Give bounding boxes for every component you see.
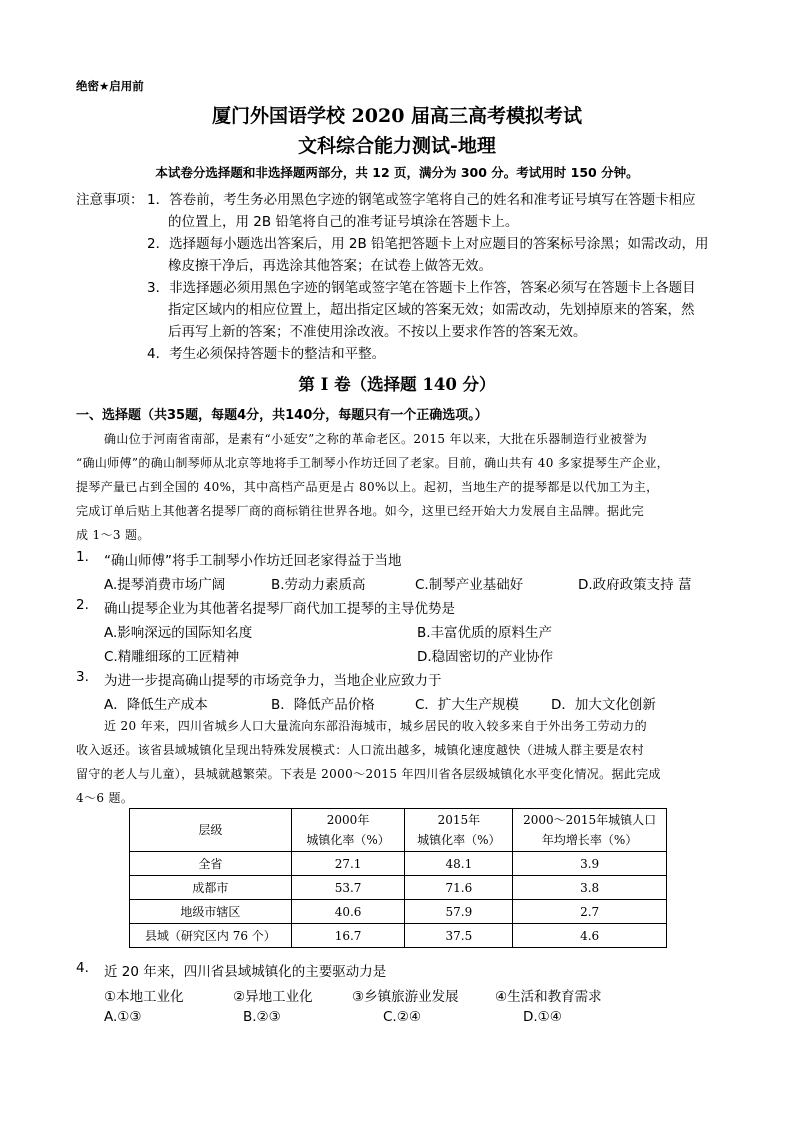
table-cell: 27.1 [291, 852, 405, 876]
table-cell: 37.5 [405, 924, 513, 948]
table-row [130, 852, 667, 876]
question-number: 1. [76, 549, 89, 565]
table-header-cell: 2015年 城镇化率（%） [405, 809, 513, 852]
option-c: C.制琴产业基础好 [415, 577, 524, 593]
question-stem: 确山提琴企业为其他著名提琴厂商代加工提琴的主导优势是 [104, 601, 455, 617]
table-cell: 县域（研究区内 76 个） [130, 924, 292, 948]
exam-title: 厦门外国语学校 2020 届高三高考模拟考试 [211, 105, 583, 127]
option-d: D.①④ [523, 1009, 562, 1025]
option-b: B.丰富优质的原料生产 [417, 625, 553, 641]
option-c: C．扩大生产规模 [415, 697, 519, 713]
option-d: D．加大文化创新 [551, 697, 656, 713]
option-d: D.政府政策支持 [578, 577, 674, 593]
table-cell: 48.1 [405, 852, 513, 876]
note-line: 后再写上新的答案；不准使用涂改液。不按以上要求作答的答案无效。 [168, 324, 587, 340]
passage-line: “确山师傅”的确山制琴师从北京等地将手工制琴小作坊迁回了老家。目前，确山共有 40 多家提琴生产企业， [76, 456, 670, 470]
question-number: 4. [76, 960, 89, 976]
exam-intro: 本试卷分选择题和非选择题两部分，共 12 页，满分为 300 分。考试用时 150 分钟。 [155, 165, 639, 180]
table-header-cell: 2000～2015年城镇人口 年均增长率（%） [513, 809, 667, 852]
table-cell: 3.8 [513, 876, 667, 900]
table-row [130, 924, 667, 948]
exam-subtitle: 文科综合能力测试-地理 [298, 135, 496, 157]
passage-line: 收入返还。该省县域城镇化呈现出特殊发展模式：人口流出越多，城镇化速度越快（进城人群主要是农村 [76, 743, 645, 757]
passage-line: 提琴产量已占到全国的 40%，其中高档产品更是占 80%以上。起初，当地生产的提琴都是以代加工为主， [76, 480, 659, 494]
table-cell: 53.7 [291, 876, 405, 900]
question-number: 2. [76, 597, 89, 613]
note-line: 橡皮擦干净后，再选涂其他答案；在试卷上做答无效。 [168, 258, 492, 274]
section-title: 一、选择题（共35题，每题4分，共140分，每题只有一个正确选项。） [76, 408, 488, 423]
option-b: B．降低产品价格 [271, 697, 375, 713]
table-cell: 40.6 [291, 900, 405, 924]
urbanization-table [129, 808, 667, 948]
option-c: C.②④ [383, 1009, 421, 1025]
passage-line: 4～6 题。 [76, 791, 134, 805]
option-b: B.②③ [243, 1009, 281, 1025]
table-cell: 4.6 [513, 924, 667, 948]
table-cell: 16.7 [291, 924, 405, 948]
table-cell: 全省 [130, 852, 292, 876]
table-header-row [130, 809, 667, 852]
statement-item: ④生活和教育需求 [495, 989, 602, 1005]
confidential-label: 绝密★启用前 [76, 79, 144, 93]
table-header-cell: 层级 [130, 809, 292, 852]
passage-line: 确山位于河南省南部，是素有“小延安”之称的革命老区。2015 年以来，大批在乐器制造行业被誉为 [104, 432, 648, 446]
passage-line: 完成订单后贴上其他著名提琴厂商的商标销往世界各地。如今，这里已经开始大力发展自主品牌。据此完 [76, 504, 645, 518]
table-cell: 2.7 [513, 900, 667, 924]
note-line: 3．非选择题必须用黑色字迹的钢笔或签字笔在答题卡上作答，答案必须写在答题卡上各题目 [147, 280, 696, 296]
table-cell: 71.6 [405, 876, 513, 900]
option-b: B.劳动力素质高 [271, 577, 366, 593]
option-c: C.精雕细琢的工匠精神 [104, 649, 240, 665]
table-cell: 3.9 [513, 852, 667, 876]
option-a: A．降低生产成本 [104, 697, 208, 713]
answer-blank-mark: 葍 [678, 577, 692, 593]
statement-item: ①本地工业化 [104, 989, 184, 1005]
note-line: 4．考生必须保持答题卡的整洁和平整。 [147, 346, 386, 362]
note-line: 2．选择题每小题选出答案后，用 2B 铅笔把答题卡上对应题目的答案标号涂黑；如需改动，用 [147, 236, 709, 252]
question-stem: 近 20 年来，四川省县域城镇化的主要驱动力是 [104, 964, 387, 980]
note-line: 1．答卷前，考生务必用黑色字迹的钢笔或签字笔将自己的姓名和准考证号填写在答题卡相应 [147, 192, 696, 208]
notes-label: 注意事项： [76, 192, 144, 208]
question-stem: 为进一步提高确山提琴的市场竞争力，当地企业应致力于 [104, 673, 442, 689]
option-a: A.①③ [104, 1009, 142, 1025]
note-line: 指定区域内的相应位置上，超出指定区域的答案无效；如需改动，先划掉原来的答案，然 [168, 302, 695, 318]
table-row [130, 876, 667, 900]
statement-item: ③乡镇旅游业发展 [352, 989, 459, 1005]
table-row [130, 900, 667, 924]
passage-line: 成 1～3 题。 [76, 528, 150, 542]
question-number: 3. [76, 669, 89, 685]
table-cell: 地级市辖区 [130, 900, 292, 924]
note-line: 的位置上，用 2B 铅笔将自己的准考证号填涂在答题卡上。 [168, 214, 519, 230]
part-title: 第 I 卷（选择题 140 分） [298, 375, 496, 394]
option-a: A.提琴消费市场广阔 [104, 577, 226, 593]
option-d: D.稳固密切的产业协作 [417, 649, 554, 665]
statement-item: ②异地工业化 [233, 989, 313, 1005]
passage-line: 留守的老人与儿童），县城就越繁荣。下表是 2000～2015 年四川省各层级城镇化水平变化情况。据此完成 [76, 767, 661, 781]
question-stem: “确山师傅”将手工制琴小作坊迁回老家得益于当地 [104, 553, 402, 569]
option-a: A.影响深远的国际知名度 [104, 625, 253, 641]
table-cell: 57.9 [405, 900, 513, 924]
table-header-cell: 2000年 城镇化率（%） [291, 809, 405, 852]
passage-line: 近 20 年来，四川省城乡人口大量流向东部沿海城市，城乡居民的收入较多来自于外出务工劳动力的 [104, 719, 648, 733]
table-cell: 成都市 [130, 876, 292, 900]
